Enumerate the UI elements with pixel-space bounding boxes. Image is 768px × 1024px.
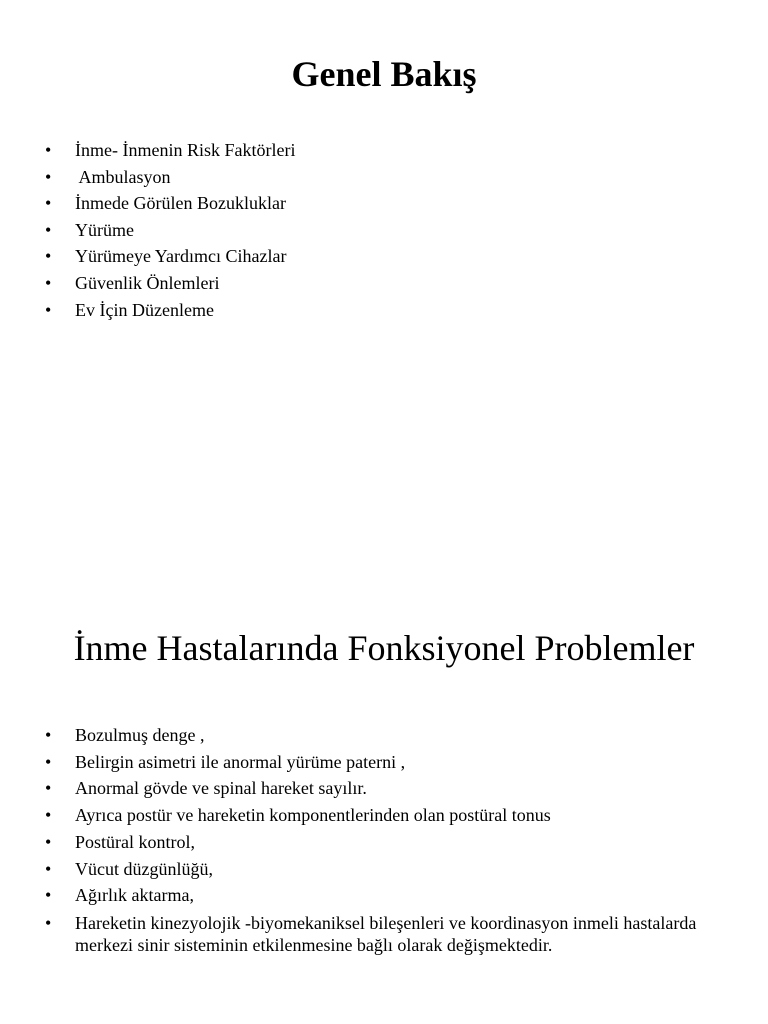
bullet-item: • Bozulmuş denge , bbox=[45, 722, 705, 749]
bullet-item: • Ambulasyon bbox=[45, 164, 725, 191]
bullet-list bbox=[45, 722, 705, 956]
slide-title: İnme Hastalarında Fonksiyonel Problemler bbox=[73, 628, 695, 668]
bullet-item: • Güvenlik Önlemleri bbox=[45, 270, 725, 297]
bullet-item: • İnme- İnmenin Risk Faktörleri bbox=[45, 137, 725, 164]
bullet-item: • Hareketin kinezyolojik -biyomekaniksel bileşenleri ve koordinasyon inmeli hastalarda merkezi sinir sisteminin etkilenmesine bağlı olarak değişmektedir. bbox=[45, 912, 705, 956]
bullet-item: • İnmede Görülen Bozukluklar bbox=[45, 190, 725, 217]
bullet-item: • Ev İçin Düzenleme bbox=[45, 297, 725, 324]
bullet-item: • Yürümeye Yardımcı Cihazlar bbox=[45, 243, 725, 270]
bullet-item: • Vücut düzgünlüğü, bbox=[45, 856, 705, 883]
bullet-item: • Postüral kontrol, bbox=[45, 829, 705, 856]
slide-fonksiyonel-problemler bbox=[0, 512, 768, 1024]
slide-title: Genel Bakış bbox=[291, 54, 477, 94]
bullet-item: • Anormal gövde ve spinal hareket sayılır. bbox=[45, 775, 705, 802]
bullet-item: • Yürüme bbox=[45, 217, 725, 244]
bullet-item: • Ayrıca postür ve hareketin komponentlerinden olan postüral tonus bbox=[45, 802, 705, 829]
bullet-item: • Belirgin asimetri ile anormal yürüme paterni , bbox=[45, 749, 705, 776]
bullet-item: • Ağırlık aktarma, bbox=[45, 882, 705, 909]
bullet-list bbox=[45, 137, 725, 323]
